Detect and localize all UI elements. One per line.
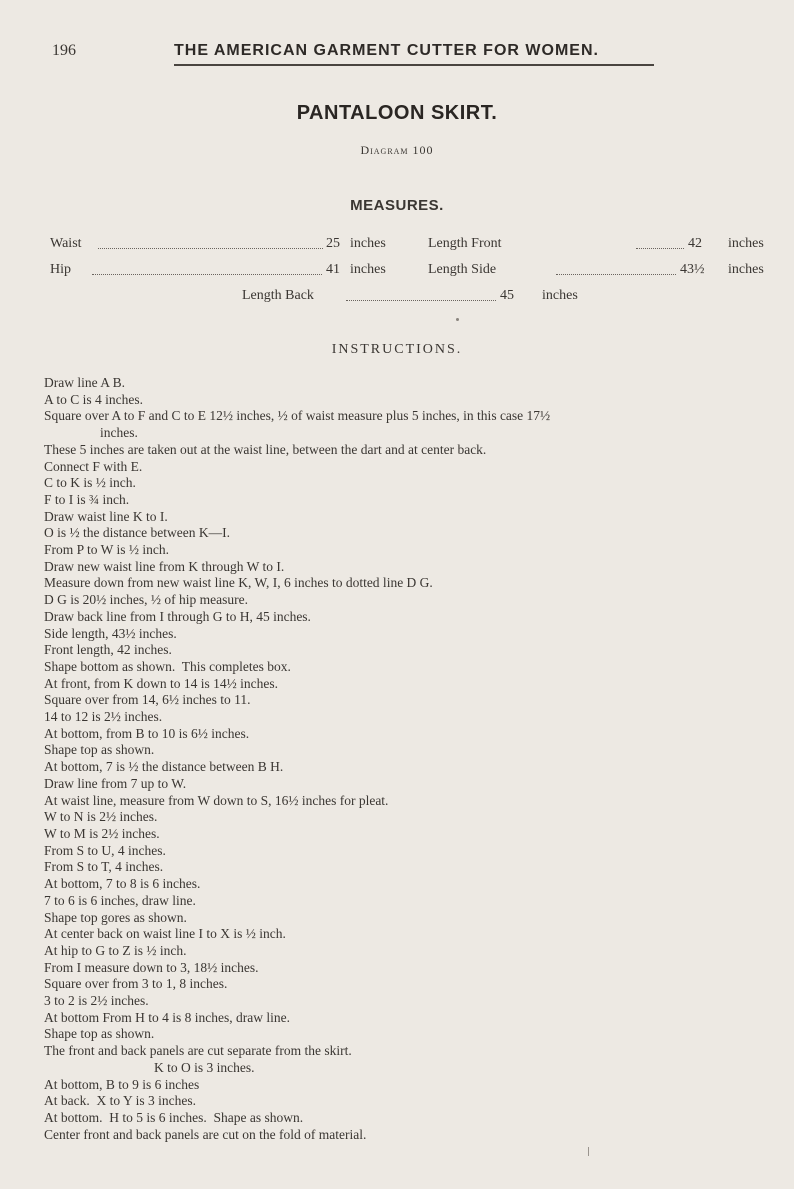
instruction-line: At back. X to Y is 3 inches.: [44, 1093, 196, 1109]
leader-dots: [346, 300, 496, 301]
measure-unit-length-side: inches: [728, 262, 764, 277]
instruction-line: At bottom From H to 4 is 8 inches, draw line.: [44, 1009, 290, 1025]
measure-value-hip: 41: [326, 262, 340, 277]
instruction-line: Shape bottom as shown. This completes box.: [44, 658, 291, 674]
instruction-line: C to K is ½ inch.: [44, 475, 136, 491]
measure-label-length-front: Length Front: [428, 236, 502, 251]
instruction-line: Center front and back panels are cut on the fold of material.: [44, 1126, 367, 1142]
instruction-line: From P to W is ½ inch.: [44, 542, 170, 558]
instruction-line: K to O is 3 inches.: [154, 1059, 255, 1075]
instruction-line: These 5 inches are taken out at the waist line, between the dart and at center back.: [44, 441, 487, 457]
instruction-line: At bottom, from B to 10 is 6½ inches.: [44, 725, 250, 741]
instruction-line: F to I is ¾ inch.: [44, 491, 130, 507]
measure-value-waist: 25: [326, 236, 340, 251]
print-speck: [456, 318, 459, 321]
instruction-line: Shape top as shown.: [44, 1026, 155, 1042]
leader-dots: [98, 248, 323, 249]
instruction-line: At front, from K down to 14 is 14½ inches.: [44, 675, 278, 691]
instructions-list: [44, 375, 784, 1143]
instruction-line: Square over from 3 to 1, 8 inches.: [44, 976, 228, 992]
page-title: PANTALOON SKIRT.: [296, 102, 498, 124]
instruction-line: Draw new waist line from K through W to I.: [44, 558, 285, 574]
instruction-line: Draw waist line K to I.: [44, 508, 168, 524]
instruction-line: At bottom, B to 9 is 6 inches: [44, 1076, 200, 1092]
instructions-heading: INSTRUCTIONS.: [331, 342, 463, 357]
instruction-line: At bottom. H to 5 is 6 inches. Shape as shown.: [44, 1109, 304, 1125]
instruction-line: Measure down from new waist line K, W, I, 6 inches to dotted line D G.: [44, 575, 433, 591]
instruction-line: Shape top as shown.: [44, 742, 155, 758]
measure-unit-length-back: inches: [542, 288, 578, 303]
instruction-line: The front and back panels are cut separate from the skirt.: [44, 1043, 352, 1059]
instruction-line: W to M is 2½ inches.: [44, 825, 160, 841]
running-head: THE AMERICAN GARMENT CUTTER FOR WOMEN.: [174, 42, 599, 59]
leader-dots: [556, 274, 676, 275]
print-mark: [588, 1147, 589, 1156]
instruction-line: Front length, 42 inches.: [44, 642, 172, 658]
measure-value-length-back: 45: [500, 288, 514, 303]
instruction-line: 3 to 2 is 2½ inches.: [44, 993, 149, 1009]
instruction-line: Draw line from 7 up to W.: [44, 775, 187, 791]
leader-dots: [92, 274, 322, 275]
instruction-line: From S to U, 4 inches.: [44, 842, 166, 858]
instruction-line: inches.: [100, 425, 138, 441]
instruction-line: At hip to G to Z is ½ inch.: [44, 942, 187, 958]
instruction-line: Square over A to F and C to E 12½ inches, ½ of waist measure plus 5 inches, in this case 17½: [44, 408, 551, 424]
instruction-line: At bottom, 7 to 8 is 6 inches.: [44, 876, 201, 892]
measure-label-length-side: Length Side: [428, 262, 497, 277]
instruction-line: A to C is 4 inches.: [44, 391, 144, 407]
measures-heading: MEASURES.: [350, 197, 444, 214]
instruction-line: At waist line, measure from W down to S, 16½ inches for pleat.: [44, 792, 389, 808]
measure-unit-length-front: inches: [728, 236, 764, 251]
page-number: 196: [52, 42, 76, 59]
instruction-line: 7 to 6 is 6 inches, draw line.: [44, 892, 196, 908]
instruction-line: W to N is 2½ inches.: [44, 809, 158, 825]
measure-unit-waist: inches: [350, 236, 386, 251]
instruction-line: From I measure down to 3, 18½ inches.: [44, 959, 259, 975]
measure-value-length-front: 42: [688, 236, 702, 251]
instruction-line: D G is 20½ inches, ½ of hip measure.: [44, 592, 248, 608]
instruction-line: 14 to 12 is 2½ inches.: [44, 709, 163, 725]
instruction-line: Side length, 43½ inches.: [44, 625, 177, 641]
instruction-line: O is ½ the distance between K—I.: [44, 525, 230, 541]
measure-value-length-side: 43½: [680, 262, 705, 277]
instruction-line: Connect F with E.: [44, 458, 143, 474]
measure-label-waist: Waist: [50, 236, 82, 251]
instruction-line: From S to T, 4 inches.: [44, 859, 164, 875]
page-header: [52, 42, 654, 66]
instruction-line: Draw line A B.: [44, 375, 125, 390]
instruction-line: At center back on waist line I to X is ½ inch.: [44, 926, 286, 942]
measure-label-hip: Hip: [50, 262, 71, 277]
header-rule: [174, 64, 654, 66]
instruction-line: Square over from 14, 6½ inches to 11.: [44, 692, 251, 708]
instruction-line: Draw back line from I through G to H, 45 inches.: [44, 608, 311, 624]
diagram-label: Diagram 100: [360, 143, 434, 157]
leader-dots: [636, 248, 684, 249]
measure-label-length-back: Length Back: [242, 288, 314, 303]
instruction-line: Shape top gores as shown.: [44, 909, 187, 925]
instruction-line: At bottom, 7 is ½ the distance between B H.: [44, 759, 284, 775]
measure-unit-hip: inches: [350, 262, 386, 277]
